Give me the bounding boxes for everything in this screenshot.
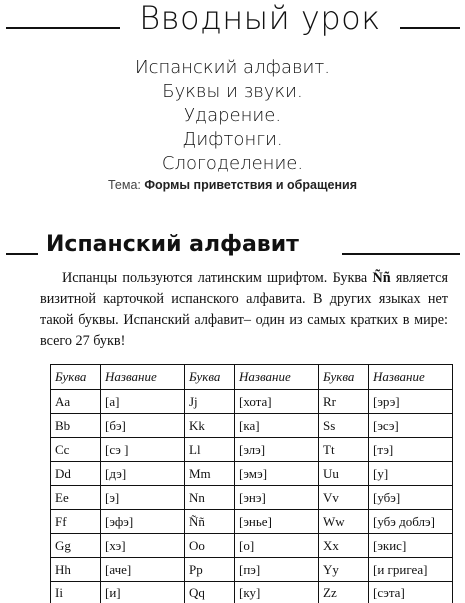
name-cell: [а] xyxy=(101,390,185,414)
name-cell: [сэта] xyxy=(369,582,453,603)
name-cell: [эмэ] xyxy=(235,462,319,486)
topic-item: Ударение. xyxy=(0,104,465,128)
letter-cell: Ff xyxy=(51,510,101,534)
table-row xyxy=(51,438,453,462)
name-cell: [пэ] xyxy=(235,558,319,582)
intro-highlight-letter: Ññ xyxy=(372,270,390,286)
name-cell: [и] xyxy=(101,582,185,603)
letter-cell: Ww xyxy=(319,510,369,534)
lesson-title: Вводный урок xyxy=(120,0,400,38)
table-header-row xyxy=(51,365,453,390)
name-cell: [аче] xyxy=(101,558,185,582)
name-cell: [энье] xyxy=(235,510,319,534)
letter-cell: Ll xyxy=(185,438,235,462)
lesson-theme xyxy=(0,178,465,192)
topic-item: Буквы и звуки. xyxy=(0,80,465,104)
letter-cell: Dd xyxy=(51,462,101,486)
name-cell: [убэ] xyxy=(369,486,453,510)
section-heading xyxy=(0,228,465,262)
letter-cell: Ss xyxy=(319,414,369,438)
table-row xyxy=(51,534,453,558)
letter-cell: Gg xyxy=(51,534,101,558)
name-cell: [хота] xyxy=(235,390,319,414)
name-cell: [убэ доблэ] xyxy=(369,510,453,534)
letter-cell: Ii xyxy=(51,582,101,603)
letter-cell: Hh xyxy=(51,558,101,582)
lesson-header xyxy=(0,0,465,40)
intro-paragraph xyxy=(40,268,448,352)
table-row xyxy=(51,414,453,438)
name-cell: [эфэ] xyxy=(101,510,185,534)
name-cell: [сэ ] xyxy=(101,438,185,462)
letter-cell: Uu xyxy=(319,462,369,486)
name-cell: [элэ] xyxy=(235,438,319,462)
letter-cell: Ee xyxy=(51,486,101,510)
table-row xyxy=(51,510,453,534)
table-row xyxy=(51,390,453,414)
name-cell: [о] xyxy=(235,534,319,558)
letter-cell: Qq xyxy=(185,582,235,603)
letter-cell: Pp xyxy=(185,558,235,582)
letter-cell: Nn xyxy=(185,486,235,510)
column-header: Название xyxy=(101,365,185,390)
name-cell: [эсэ] xyxy=(369,414,453,438)
letter-cell: Ññ xyxy=(185,510,235,534)
letter-cell: Vv xyxy=(319,486,369,510)
letter-cell: Xx xyxy=(319,534,369,558)
name-cell: [э] xyxy=(101,486,185,510)
letter-cell: Aa xyxy=(51,390,101,414)
letter-cell: Rr xyxy=(319,390,369,414)
table-row xyxy=(51,462,453,486)
alphabet-table xyxy=(50,364,453,603)
letter-cell: Yy xyxy=(319,558,369,582)
name-cell: [у] xyxy=(369,462,453,486)
letter-cell: Kk xyxy=(185,414,235,438)
column-header: Название xyxy=(235,365,319,390)
letter-cell: Tt xyxy=(319,438,369,462)
column-header: Буква xyxy=(319,365,369,390)
theme-value: Формы приветствия и обращения xyxy=(144,178,357,192)
intro-text-end: является визитной карточкой испанского алфавита. В других языках нет такой буквы. Испанский алфавит– один из самых кратких в мире: всего 27 букв! xyxy=(40,270,448,349)
letter-cell: Bb xyxy=(51,414,101,438)
header-rule-left xyxy=(6,27,120,29)
table-row xyxy=(51,558,453,582)
letter-cell: Mm xyxy=(185,462,235,486)
letter-cell: Cc xyxy=(51,438,101,462)
table-row xyxy=(51,486,453,510)
section-rule-right xyxy=(342,253,460,255)
name-cell: [бэ] xyxy=(101,414,185,438)
name-cell: [хэ] xyxy=(101,534,185,558)
name-cell: [экис] xyxy=(369,534,453,558)
intro-text-start: Испанцы пользуются латинским шрифтом. Буква xyxy=(62,270,372,286)
name-cell: [ка] xyxy=(235,414,319,438)
theme-label: Тема: xyxy=(108,178,141,192)
letter-cell: Oo xyxy=(185,534,235,558)
section-rule-left xyxy=(6,253,38,255)
section-title: Испанский алфавит xyxy=(46,228,299,262)
column-header: Буква xyxy=(185,365,235,390)
topic-item: Испанский алфавит. xyxy=(0,56,465,80)
topic-item: Дифтонги. xyxy=(0,128,465,152)
column-header: Буква xyxy=(51,365,101,390)
name-cell: [эрэ] xyxy=(369,390,453,414)
name-cell: [энэ] xyxy=(235,486,319,510)
lesson-topics xyxy=(0,56,465,176)
column-header: Название xyxy=(369,365,453,390)
header-rule-right xyxy=(400,27,460,29)
name-cell: [дэ] xyxy=(101,462,185,486)
name-cell: [ку] xyxy=(235,582,319,603)
name-cell: [и григеа] xyxy=(369,558,453,582)
topic-item: Слогоделение. xyxy=(0,152,465,176)
name-cell: [тэ] xyxy=(369,438,453,462)
letter-cell: Jj xyxy=(185,390,235,414)
letter-cell: Zz xyxy=(319,582,369,603)
